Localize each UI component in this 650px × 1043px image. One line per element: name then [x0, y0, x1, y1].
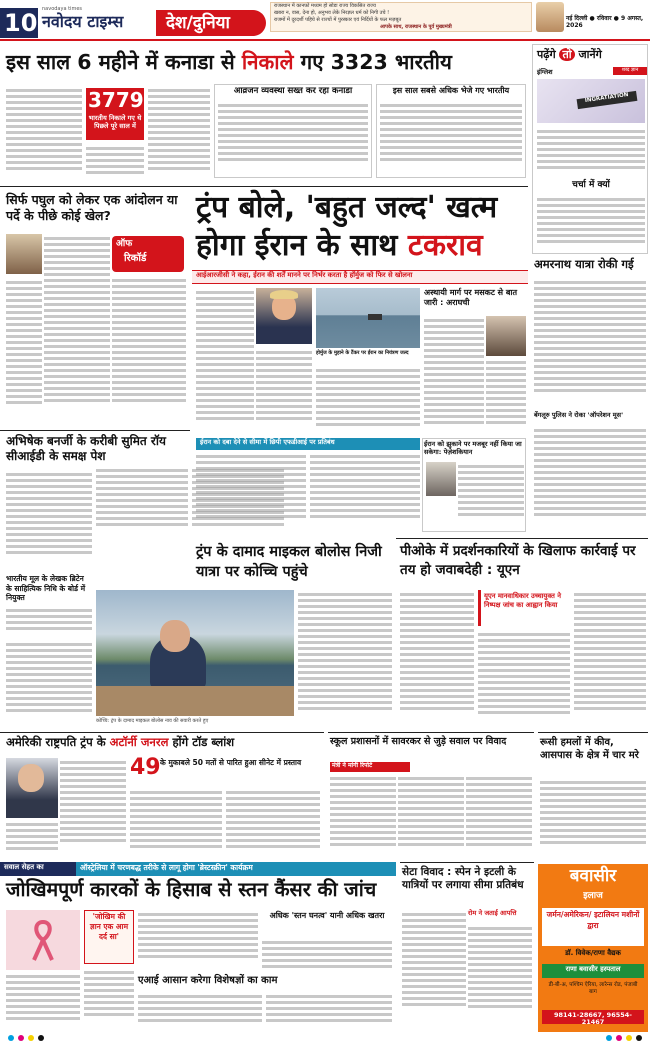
promo-line-2: खबरा न, वास, देना हो, अनुभव लेके निरज्ञल धर्म को निगी उचे !	[274, 10, 390, 16]
promo-portrait	[536, 2, 564, 32]
attorney-headline-pre: अमेरिकी राष्ट्रपति ट्रंप के	[6, 735, 110, 749]
sub-story-2-title[interactable]: इस साल सबसे अधिक भेजे गए भारतीय	[392, 86, 510, 95]
padhe-body-1	[537, 127, 645, 179]
paper-small-name: navodaya times	[42, 6, 83, 12]
seta-story	[400, 862, 534, 1032]
attorney-story	[0, 732, 324, 860]
russia-story	[538, 732, 648, 860]
promo-line-1: राजस्थान में कानफ़ो मध्यम हो सोडा राज्य विकसित राज्य	[274, 3, 376, 9]
pok-body-1	[400, 590, 474, 728]
attorney-rule	[0, 732, 324, 733]
ad-line: जर्मन/अमेरिकन/ इटालियन मशीनों द्वारा	[546, 910, 640, 930]
attorney-stat-caption: के मुकाबले 50 मतों से पारित हुआ सीनेट में प्रस्ताव	[160, 758, 302, 767]
cancer-story	[0, 862, 396, 1032]
attorney-headline-highlight: अटॉर्नी जनरल	[109, 735, 169, 749]
attorney-headline-post: होंगे टॉड ब्लांश	[168, 735, 235, 749]
blanche-face	[18, 764, 44, 792]
cancer-body-2	[138, 910, 258, 970]
ad-title: बवासीर	[569, 866, 617, 886]
main-headline-line-2[interactable]	[196, 230, 526, 266]
author-board-head[interactable]: भारतीय मूल के लेखक ब्रिटेन के साहित्यिक निधि के बोर्ड में नियुक्त	[6, 574, 86, 602]
bengaluru-body	[534, 426, 646, 532]
pok-headline[interactable]	[400, 542, 646, 584]
school-body-3	[466, 774, 532, 858]
bolos-left-body	[6, 640, 92, 728]
school-story	[328, 732, 534, 860]
pok-rule	[396, 538, 648, 539]
padhe-title-post: जानेंगे	[578, 48, 602, 61]
pok-sub: यूएन मानवाधिकार उच्चायुक्त ने निष्पक्ष जांच का आह्वान किया	[484, 592, 562, 609]
ad-brand: राणा बवासीर हस्पताल	[565, 965, 621, 973]
hormuz-caption: होर्मुज के मुहाने के टैंकर पर ईरान का नियंत्रण जल्द	[316, 350, 409, 356]
promo-line-3: राजमों में दूरदर्शी पहिये से राज्यों में पुरस्कार एवं निर्दियों के फल मज़बूत	[274, 17, 402, 23]
padhe-section-head: चर्चा में क्यों	[572, 180, 610, 190]
attorney-body-0	[6, 820, 58, 856]
left-story-photo	[6, 234, 42, 274]
strip-1-text[interactable]: ईरान को दबा देने से सीमा में छिपी एफडीआई पर प्रतिबंध	[200, 438, 335, 446]
attorney-body-1	[60, 758, 126, 856]
author-board-body	[6, 606, 92, 638]
top-story-col-3	[148, 86, 210, 178]
main-col-2	[256, 348, 312, 436]
abhishek-body-3	[192, 466, 284, 540]
padhe-title[interactable]	[537, 49, 645, 67]
bolos-headline[interactable]: ट्रंप के दामाद माइकल बोलोस निजी यात्रा पर कोच्चि पहुंचे	[196, 544, 382, 580]
abhishek-headline[interactable]: अभिषेक बनर्जी के करीबी सुमित रॉय सीआईडी के समक्ष पेश	[6, 434, 166, 463]
amarnath-body	[534, 278, 646, 408]
trump-hair	[270, 290, 298, 299]
main-col-4	[424, 316, 484, 436]
cancer-quote-2: अधिक 'स्तन घनत्व' यानी अधिक खतरा	[269, 911, 385, 920]
piles-ad[interactable]	[538, 864, 648, 1032]
bolos-body	[298, 590, 392, 728]
seta-rule	[400, 862, 534, 863]
promo-signature: आपके साथ, राजस्थान के पूर्व मुख्यमंत्री	[380, 24, 452, 30]
main-headline-line-2-pre: होगा ईरान के साथ	[196, 228, 408, 263]
ad-subtitle: इलाज	[583, 891, 603, 901]
school-rule	[328, 732, 534, 733]
sub-story-1-body	[218, 101, 368, 175]
padhe-box	[532, 44, 648, 254]
top-story-col-2	[86, 144, 144, 178]
abhishek-body-2	[96, 466, 188, 540]
left-story-col-2	[112, 276, 186, 422]
off-record-left: ऑफ	[116, 239, 133, 249]
main-headline-highlight: टकराव	[407, 228, 483, 263]
top-story-headline[interactable]	[6, 52, 526, 76]
school-body-2	[398, 774, 464, 858]
cancer-kicker: सवाल सेहत का	[4, 863, 44, 871]
sub-story-1-title[interactable]: आव्रजन व्यवस्था सख्त कर रहा कनाडा	[233, 86, 353, 96]
cancer-body-3	[262, 938, 392, 974]
bengaluru-head[interactable]: बेंगलूरु पुलिस ने रोका 'ऑपरेशन मूस'	[534, 411, 624, 419]
main-side-head[interactable]: अस्थायी मार्ग पर मसकट से बात जारी : अराघची	[424, 288, 518, 307]
ad-phone[interactable]: 98141-28667, 96554-21467	[554, 1011, 632, 1026]
left-story	[0, 188, 190, 428]
school-headline[interactable]: स्कूल प्रशासनों में सावरकर से जुड़े सवाल पर विवाद	[330, 736, 507, 747]
pok-body-2	[478, 630, 570, 728]
strip-2-text[interactable]: ईरान को झुकाने पर मजबूर नहीं किया जा सकेगा: पेज़ेशकियान	[424, 440, 522, 456]
headline-highlight: निकाले	[241, 50, 294, 74]
russia-headline[interactable]: रूसी हमलों में कीव, आसपास के क्षेत्र में चार मरे	[540, 737, 639, 761]
pok-headline-text: पीओके में प्रदर्शनकारियों के खिलाफ कार्रवाई पर तय हो जवाबदेही : यूएन	[400, 543, 636, 578]
attorney-stat: 49	[130, 755, 161, 780]
cancer-body-0	[6, 972, 80, 1030]
dateline: नई दिल्ली ● रविवार ● 9 अगस्त, 2026	[566, 15, 644, 29]
left-story-col-0	[6, 278, 42, 422]
main-headline-line-1[interactable]: ट्रंप बोले, 'बहुत जल्द' खत्म	[196, 190, 498, 225]
padhe-badge: शब्द ज्ञान	[613, 67, 647, 75]
paper-name: नवोदय टाइम्स	[42, 12, 124, 31]
amarnath-headline[interactable]: अमरनाथ यात्रा रोकी गई	[534, 257, 634, 271]
seta-body-2	[468, 924, 532, 1028]
bolos-caption: कोच्चि: ट्रंप के दामाद माइकल बोलोस नाव की सवारी करते हुए	[96, 718, 209, 724]
masthead-rule	[0, 39, 650, 41]
masthead	[0, 0, 650, 40]
cancer-quote: 'जोखिम की ज्ञान एक आम दर्द सा'	[89, 912, 129, 941]
araghchi-photo	[486, 316, 526, 356]
cancer-body-5	[266, 992, 392, 1030]
school-tag: मंत्री ने मांगी रिपोर्ट	[332, 762, 373, 769]
padhe-image-label: INGRATIATION	[577, 91, 638, 109]
pink-ribbon-icon	[30, 918, 56, 962]
russia-body	[540, 778, 646, 858]
seta-sub: रोम ने जताई आपत्ति	[468, 909, 517, 917]
left-story-headline[interactable]: सिर्फ पघुल को लेकर एक आंदोलन या पर्दे के पीछे कोई खेल?	[6, 192, 178, 223]
cancer-headline[interactable]: जोखिमपूर्ण कारकों के हिसाब से स्तन कैंसर की जांच	[6, 878, 377, 901]
main-deck: आईआरजीसी ने कहा, ईरान की शर्तें मानने पर निर्भर करता है हॉर्मुज को फिर से खोलना	[196, 271, 413, 279]
cancer-strip[interactable]: ऑस्ट्रेलिया में चरणबद्ध तरीके से लागू होगा 'ब्रेस्टस्क्रीन' कार्यक्रम	[80, 863, 253, 872]
top-story	[0, 44, 528, 184]
russia-rule	[538, 732, 648, 733]
main-col-3	[316, 366, 420, 436]
pok-body-3	[574, 590, 646, 728]
sub-story-2-body	[380, 101, 522, 175]
main-col-1	[196, 288, 254, 436]
amarnath-story	[532, 256, 648, 536]
page-number: 10	[4, 9, 38, 37]
ad-address: डी-बी-अ, पश्चिम ऐरिया, लारेन्स रोड, पंजाबी बाग	[548, 982, 638, 995]
headline-part-2: गए 3323 भारतीय	[293, 50, 452, 74]
school-body-1	[330, 774, 396, 858]
ad-doc: डॉ. विवेक/राणा वैद्यक	[565, 949, 621, 957]
pok-story	[396, 538, 648, 732]
top-story-col-1	[6, 86, 82, 178]
headline-part-1: इस साल 6 महीने में कनाडा से	[6, 50, 242, 74]
attorney-body-2	[130, 788, 222, 856]
tanker-ship	[368, 314, 382, 320]
abhishek-rule	[0, 430, 190, 431]
stat-caption: भारतीय निकाले गए थे पिछले पूरे साल में	[88, 114, 142, 130]
registration-strip	[0, 1034, 650, 1043]
padhe-title-pre: पढ़ेंगे	[537, 48, 556, 61]
abhishek-body	[6, 470, 92, 570]
off-record-right: रिकॉर्ड	[124, 253, 147, 264]
padhe-body-2	[537, 195, 645, 251]
cancer-sub-head[interactable]: एआई आसान करेगा विशेषज्ञों का काम	[138, 975, 278, 986]
padhe-tag: इंग्लिश	[537, 68, 553, 76]
left-story-col-1	[44, 234, 110, 422]
cancer-body-4	[138, 992, 262, 1030]
stat-number: 3779	[88, 88, 144, 112]
divider-top	[0, 186, 528, 187]
seta-headline[interactable]: सेटा विवाद : स्पेन ने इटली के यात्रियों पर लगाया सीमा प्रतिबंध	[402, 866, 524, 891]
bolos-headline-box	[192, 540, 392, 588]
padhe-title-mid: तो	[559, 48, 574, 61]
section-title: देश/दुनिया	[166, 13, 230, 33]
main-col-5	[486, 358, 526, 436]
seta-body-1	[402, 910, 466, 1028]
attorney-body-3	[226, 788, 320, 856]
bolos-main-photo	[96, 590, 294, 716]
attorney-headline[interactable]	[6, 736, 324, 754]
cancer-body-1	[84, 968, 134, 1030]
